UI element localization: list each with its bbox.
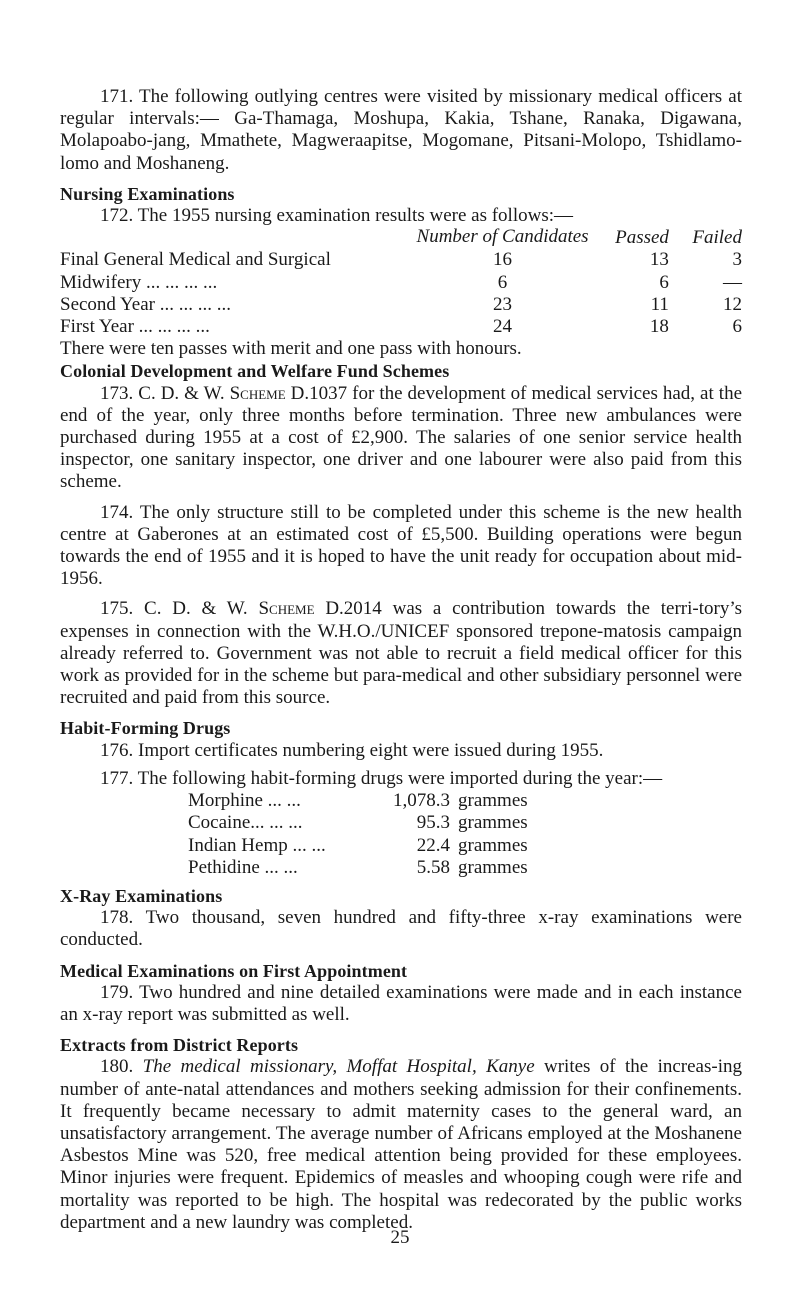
row-candidates: 6 — [497, 271, 508, 293]
row-label: Second Year ... ... ... ... — [60, 293, 231, 315]
table-row — [60, 316, 742, 338]
report-source: The medical missionary, Moffat Hospital, Kanye — [142, 1056, 535, 1078]
drug-amount: 95.3 — [416, 812, 450, 834]
page-number: 25 — [390, 1227, 410, 1248]
heading-extracts-district-reports: Extracts from District Reports — [60, 1035, 299, 1056]
row-passed: 11 — [650, 293, 669, 315]
row-candidates: 16 — [493, 249, 513, 271]
drugs-table — [188, 790, 528, 879]
document-page — [60, 86, 742, 1242]
paragraph-text: writes of the increas-ing number of ante-natal attendances and mothers seeking admission for their confinements. It frequently became necessary to admit maternity cases to the general ward, an unsatisfactory arrangement. The average number of Africans employed at the Moshanene Asbestos Mine was 520, free medical attention being provided for these employees. Minor injuries were frequent. Epidemics of measles and whooping cough were rife and mortality was reported to be high. The hospital was redecorated by the public works department and a new laundry was completed. — [60, 1056, 742, 1233]
paragraph-number: 180. — [100, 1056, 134, 1078]
drug-unit: grammes — [458, 812, 528, 834]
paragraph-171: 171. The following outlying centres were visited by missionary medical officers at regular intervals:— Ga-Thamaga, Moshupa, Kakia, Tshane, Ranaka, Digawana, Molapoabo-jang, Mmathete, Magweraapitse, Mogomane, Pitsani-Molopo, Tshidlamo-lomo and Moshaneng. — [60, 86, 742, 174]
table-row — [188, 857, 528, 879]
header-passed: Passed — [615, 227, 669, 249]
row-candidates: 24 — [493, 316, 513, 338]
paragraph-177: 177. The following habit-forming drugs were imported during the year:— — [100, 767, 663, 789]
scheme-label: C. D. & W. Scheme — [144, 598, 315, 620]
heading-medical-examinations: Medical Examinations on First Appointment — [60, 960, 408, 981]
drug-name: Cocaine... ... ... — [188, 812, 303, 834]
paragraph-180 — [60, 1056, 742, 1234]
row-failed: — — [723, 271, 742, 293]
row-passed: 6 — [659, 271, 669, 293]
row-label: First Year ... ... ... ... — [60, 316, 210, 338]
paragraph-text: D.1037 for the development of medical services had, at the end of the year, only three months before termination. Three new ambulances were purchased during 1955 at a cost of £2,900. The salaries of one senior service health inspector, one sanitary inspector, one driver and one labourer were also paid from this scheme. — [60, 382, 742, 493]
drug-unit: grammes — [458, 790, 528, 812]
paragraph-number: 175. — [100, 598, 134, 620]
drug-amount: 5.58 — [416, 856, 450, 878]
header-candidates: Number of Candidates — [416, 226, 589, 248]
row-label: Midwifery ... ... ... ... — [60, 271, 218, 293]
paragraph-176: 176. Import certificates numbering eight were issued during 1955. — [100, 739, 604, 761]
drug-name: Pethidine ... ... — [188, 856, 298, 878]
paragraph-text: D.2014 was a contribution towards the terri-tory’s expenses in connection with the W.H.O./UNICEF sponsored trepone-matosis campaign already referred to. Government was not able to recruit a field medical officer for this work as provided for in the scheme but para-medical and other subsidiary personnel were recruited and paid from this source. — [60, 598, 743, 709]
table-row — [188, 790, 528, 812]
row-passed: 13 — [649, 249, 669, 271]
row-passed: 18 — [649, 316, 669, 338]
drug-unit: grammes — [458, 856, 528, 878]
drug-name: Morphine ... ... — [188, 790, 301, 812]
row-label: Final General Medical and Surgical — [60, 249, 331, 271]
drug-amount: 22.4 — [416, 834, 450, 856]
paragraph-175 — [60, 598, 742, 709]
paragraph-172-note: There were ten passes with merit and one pass with honours. — [60, 338, 522, 360]
heading-habit-forming-drugs: Habit-Forming Drugs — [60, 718, 231, 739]
table-row — [60, 294, 742, 316]
drug-unit: grammes — [458, 834, 528, 856]
drug-amount: 1,078.3 — [393, 790, 450, 812]
table-row — [60, 249, 742, 271]
paragraph-173 — [60, 383, 742, 494]
scheme-label: C. D. & W. Scheme — [138, 382, 286, 404]
drug-name: Indian Hemp ... ... — [188, 834, 326, 856]
table-row — [60, 272, 742, 294]
row-failed: 6 — [732, 316, 742, 338]
row-failed: 12 — [723, 293, 742, 315]
row-failed: 3 — [732, 249, 742, 271]
nursing-results-table — [60, 227, 742, 338]
row-candidates: 23 — [493, 293, 513, 315]
table-row — [188, 812, 528, 834]
paragraph-178: 178. Two thousand, seven hundred and fifty-three x-ray examinations were conducted. — [60, 907, 742, 951]
paragraph-number: 173. — [100, 382, 134, 404]
table-row — [188, 835, 528, 857]
heading-nursing-examinations: Nursing Examinations — [60, 183, 235, 204]
table-header-row — [60, 227, 742, 249]
paragraph-174: 174. The only structure still to be completed under this scheme is the new health centre at Gaberones at an estimated cost of £5,500. Building operations were begun towards the end of 1955 and it is hoped to have the unit ready for occupation about mid-1956. — [60, 501, 742, 590]
paragraph-179: 179. Two hundred and nine detailed examinations were made and in each instance an x-ray report was submitted as well. — [60, 981, 742, 1025]
header-failed: Failed — [692, 227, 742, 249]
heading-xray-examinations: X-Ray Examinations — [60, 885, 223, 906]
paragraph-172: 172. The 1955 nursing examination results were as follows:— — [100, 205, 573, 227]
heading-colonial-development: Colonial Development and Welfare Fund Schemes — [60, 361, 450, 382]
